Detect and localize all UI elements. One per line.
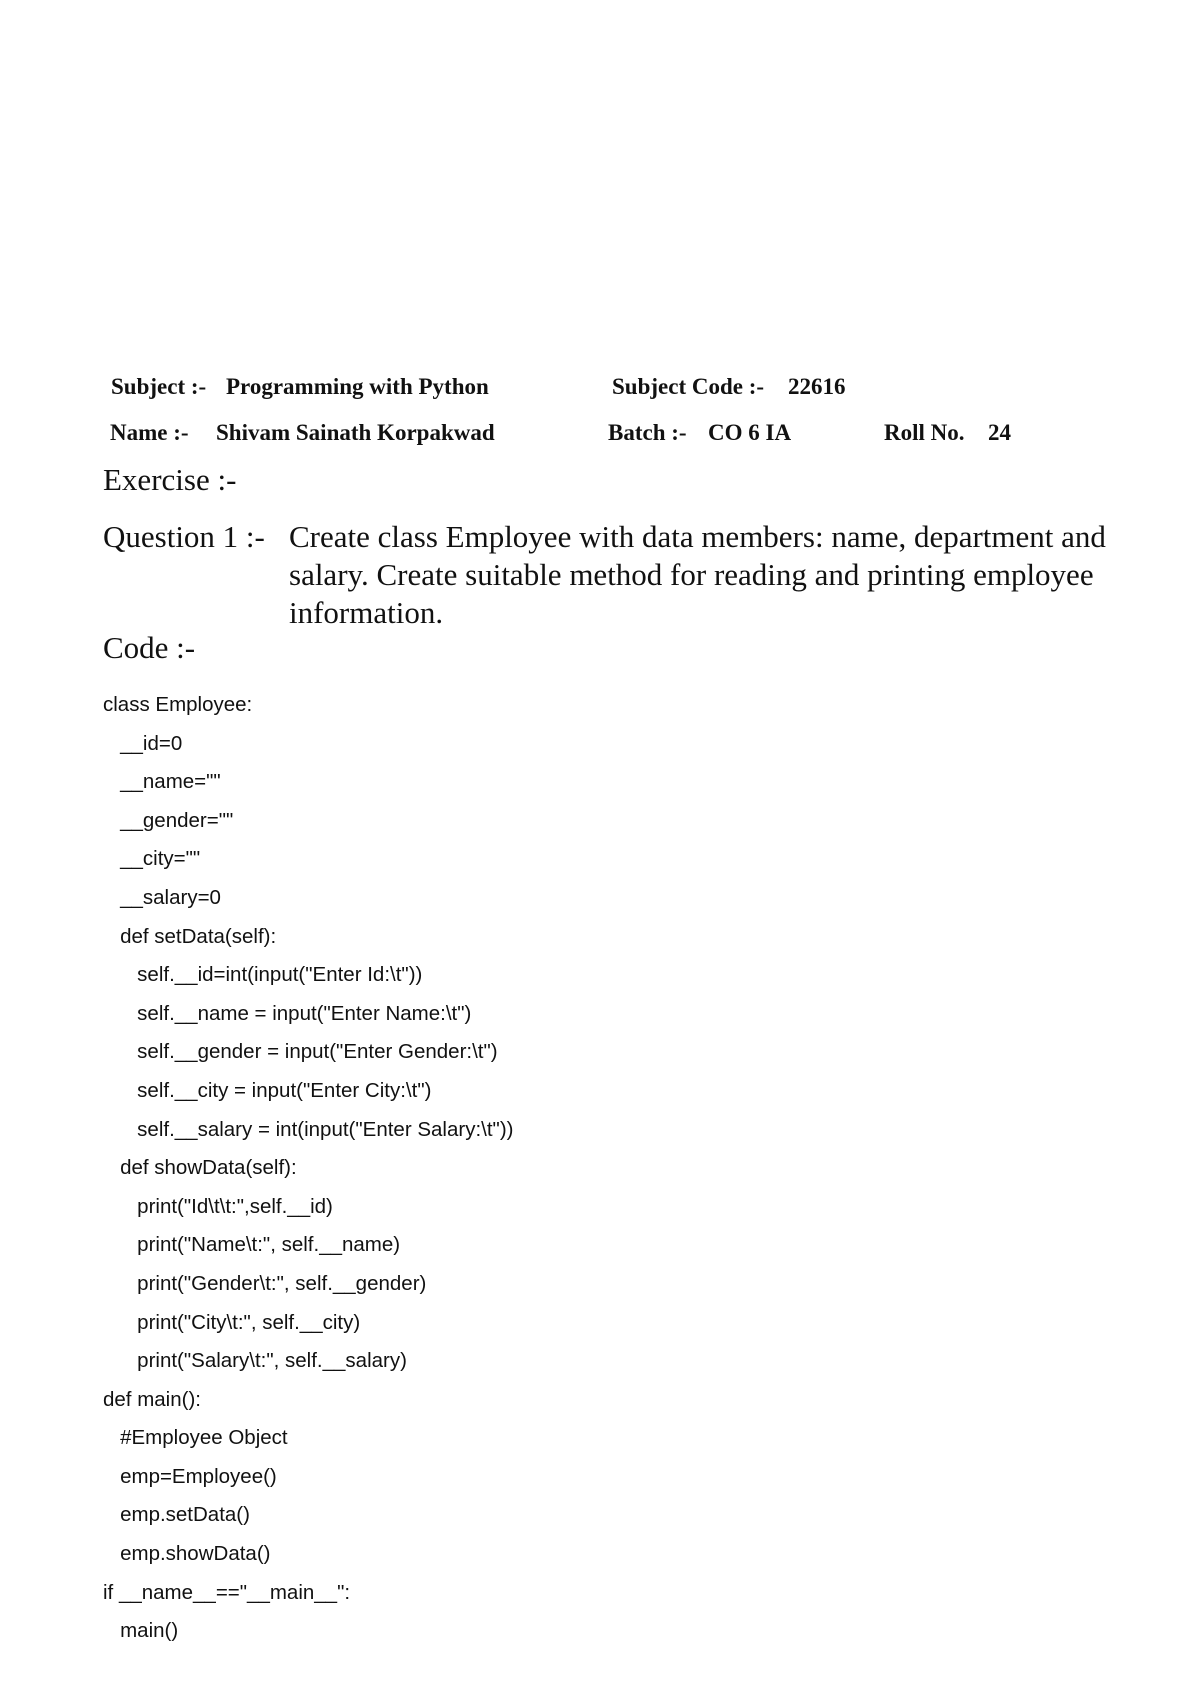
name-value: Shivam Sainath Korpakwad [216, 420, 495, 445]
code-line: print("Gender\t:", self.__gender) [103, 1271, 427, 1295]
question-label: Question 1 :- [103, 519, 265, 554]
code-line: self.__salary = int(input("Enter Salary:\t")) [103, 1117, 514, 1141]
roll-label: Roll No. [884, 420, 965, 445]
code-line: if __name__=="__main__": [103, 1580, 351, 1604]
code-line: emp.setData() [103, 1503, 250, 1527]
code-line: __gender="" [103, 808, 234, 832]
code-line: emp=Employee() [103, 1464, 277, 1488]
code-line: self.__city = input("Enter City:\t") [103, 1078, 432, 1102]
question-text: Create class Employee with data members: name, department and salary. Create suitable method for reading and printing employee information. [289, 519, 1106, 630]
code-line: main() [103, 1619, 179, 1643]
code-line: def main(): [103, 1387, 201, 1411]
subject-code-value: 22616 [788, 374, 846, 399]
code-line: self.__name = input("Enter Name:\t") [103, 1001, 472, 1025]
code-listing [103, 686, 513, 1651]
subject-value: Programming with Python [226, 374, 489, 399]
name-label: Name :- [110, 420, 189, 445]
subject-code-label: Subject Code :- [612, 374, 765, 399]
code-line: def setData(self): [103, 924, 277, 948]
code-line: __salary=0 [103, 885, 221, 909]
batch-value: CO 6 IA [708, 420, 792, 445]
code-line: self.__gender = input("Enter Gender:\t") [103, 1040, 498, 1064]
code-line: print("Salary\t:", self.__salary) [103, 1349, 407, 1373]
roll-value: 24 [988, 420, 1011, 445]
code-line: __id=0 [103, 731, 183, 755]
code-line: __city="" [103, 847, 201, 871]
code-heading: Code :- [103, 630, 196, 665]
batch-label: Batch :- [608, 420, 687, 445]
subject-label: Subject :- [111, 374, 207, 399]
code-line: #Employee Object [103, 1426, 288, 1450]
code-line: print("City\t:", self.__city) [103, 1310, 361, 1334]
code-line: print("Id\t\t:",self.__id) [103, 1194, 333, 1218]
code-line: emp.showData() [103, 1542, 271, 1566]
code-line: def showData(self): [103, 1156, 297, 1180]
code-line: __name="" [103, 770, 221, 794]
exercise-heading: Exercise :- [103, 462, 237, 497]
code-line: print("Name\t:", self.__name) [103, 1233, 401, 1257]
code-line: class Employee: [103, 693, 253, 716]
code-line: self.__id=int(input("Enter Id:\t")) [103, 963, 423, 987]
